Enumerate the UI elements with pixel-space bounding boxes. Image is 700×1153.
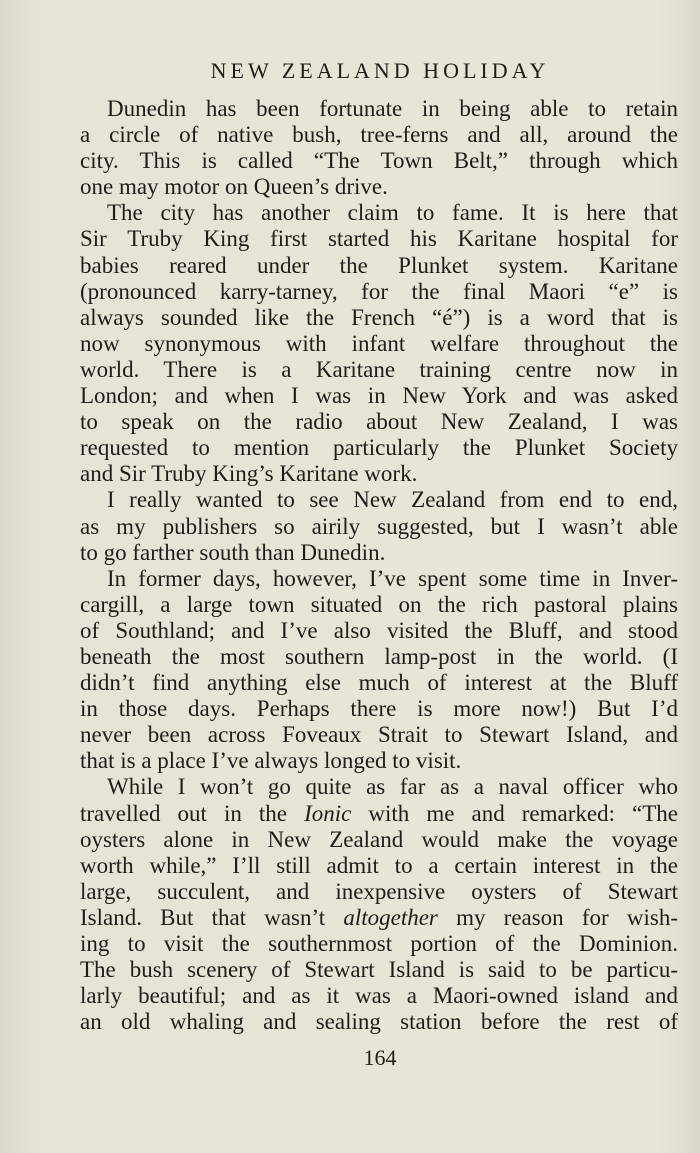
text-line: cargill, a large town situated on the rich pastoral plains	[80, 591, 678, 617]
text-line: now synonymous with infant welfare throughout the	[80, 330, 678, 356]
text-run: my reason for wish-	[437, 904, 678, 930]
text-run: travelled out in the	[80, 800, 305, 826]
text-line: London; and when I was in New York and was asked	[80, 383, 678, 409]
text-run: with me and remarked: “The	[351, 800, 678, 826]
text-line: babies reared under the Plunket system. Karitane	[80, 252, 678, 278]
text-line: worth while,” I’ll still admit to a certain interest in the	[80, 852, 678, 878]
text-line: one may motor on Queen’s drive.	[80, 174, 388, 200]
paragraph-2	[80, 200, 678, 487]
ship-name-italic: Ionic	[304, 800, 352, 826]
text-line: large, succulent, and inexpensive oysters of Stewart	[80, 878, 678, 904]
text-line: of Southland; and I’ve also visited the Bluff, and stood	[80, 617, 678, 643]
text-line: world. There is a Karitane training centre now in	[80, 356, 678, 382]
paragraph-1	[80, 96, 678, 200]
page-number: 164	[363, 1045, 397, 1070]
text-run: Island. But that wasn’t	[80, 904, 344, 930]
text-line: The city has another claim to fame. It is here that	[107, 200, 678, 226]
paragraph-5	[80, 774, 678, 1035]
text-line: to speak on the radio about New Zealand, I was	[80, 409, 678, 435]
text-line: didn’t find anything else much of interest at the Bluff	[80, 670, 678, 696]
running-head: NEW ZEALAND HOLIDAY	[210, 58, 550, 83]
text-line: city. This is called “The Town Belt,” through which	[80, 148, 678, 174]
text-line: oysters alone in New Zealand would make the voyage	[80, 826, 678, 852]
text-line: The bush scenery of Stewart Island is said to be particu-	[80, 957, 678, 983]
text-line: and Sir Truby King’s Karitane work.	[80, 461, 418, 487]
text-line: In former days, however, I’ve spent some time in Inver-	[107, 565, 678, 591]
paragraph-4	[80, 566, 678, 775]
text-line: an old whaling and sealing station before the rest of	[80, 1009, 678, 1035]
text-line	[80, 801, 678, 827]
text-line: in those days. Perhaps there is more now!) But I’d	[80, 696, 678, 722]
body-text	[80, 96, 678, 1035]
text-line: I really wanted to see New Zealand from end to end,	[107, 487, 678, 513]
text-line: larly beautiful; and as it was a Maori-owned island and	[80, 983, 678, 1009]
text-line: that is a place I’ve always longed to visit.	[80, 748, 462, 774]
text-line: requested to mention particularly the Plunket Society	[80, 435, 678, 461]
text-line: a circle of native bush, tree-ferns and all, around the	[80, 122, 678, 148]
text-line	[80, 905, 678, 931]
text-line: Sir Truby King first started his Karitane hospital for	[80, 226, 678, 252]
paragraph-3	[80, 487, 678, 565]
text-line: never been across Foveaux Strait to Stewart Island, and	[80, 722, 678, 748]
text-line: as my publishers so airily suggested, but I wasn’t able	[80, 513, 678, 539]
text-line: Dunedin has been fortunate in being able to retain	[107, 96, 678, 121]
text-line: always sounded like the French “é”) is a word that is	[80, 304, 678, 330]
emphasis-italic: altogether	[343, 904, 438, 930]
text-line: beneath the most southern lamp-post in the world. (I	[80, 643, 678, 669]
text-line: While I won’t go quite as far as a naval officer who	[107, 774, 678, 800]
text-line: to go farther south than Dunedin.	[80, 539, 386, 565]
text-line: ing to visit the southernmost portion of the Dominion.	[80, 931, 678, 956]
text-line: (pronounced karry-tarney, for the final Maori “e” is	[80, 278, 678, 304]
